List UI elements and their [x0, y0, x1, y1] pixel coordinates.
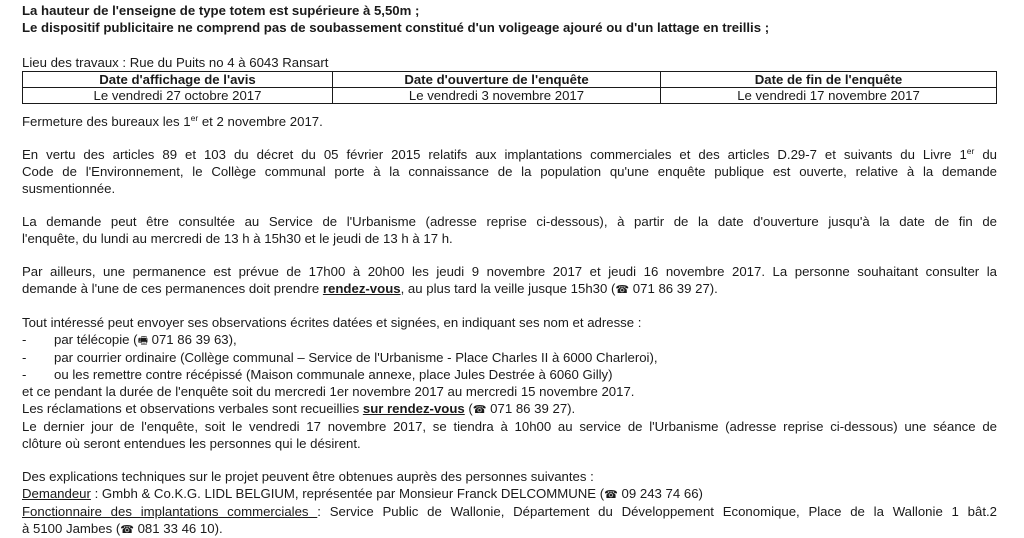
last-day-line-1: Le dernier jour de l'enquête, soit le vendredi 17 novembre 2017, se tiendra à 10h00 au service de l'Urbanisme (adresse reprise ci-dessous) une séance de — [22, 419, 997, 434]
observations-period: et ce pendant la durée de l'enquête soit du mercredi 1er novembre 2017 au mercredi 15 novembre 2017. — [22, 384, 635, 399]
consult-line-2: l'enquête, du lundi au mercredi de 13 h à 15h30 et le jeudi de 13 h à 17 h. — [22, 231, 453, 246]
last-day-line-2: clôture où seront entendues les personnes qui le désirent. — [22, 436, 361, 451]
fax-label: par télécopie ( — [54, 332, 138, 347]
official-text: : Service Public de Wallonie, Département du Développement Economique, Place de la Wallonie 1 bât.2 — [317, 504, 997, 519]
phone-icon: ☎ — [615, 283, 630, 296]
dates-table-value-row — [23, 88, 997, 104]
verbal-emphasis: sur rendez-vous — [362, 401, 465, 416]
dates-table — [22, 71, 997, 104]
header-end-date: Date de fin de l'enquête — [661, 72, 997, 88]
official-line-2 — [22, 520, 997, 538]
permanence-phone: 071 86 39 27). — [629, 281, 718, 296]
decree-text: En vertu des articles 89 et 103 du décret du 05 février 2015 relatifs aux implantations commerciales et des articles D.29-7 et suivants du Livre 1 — [22, 147, 967, 162]
permanence-text-2: , au plus tard la veille jusque 15h30 ( — [400, 281, 616, 296]
phone-icon: ☎ — [472, 403, 487, 416]
decree-line-3: susmentionnée. — [22, 181, 116, 196]
notice-page — [22, 2, 997, 538]
list-item — [22, 331, 997, 349]
header-line-1: La hauteur de l'enseigne de type totem est supérieure à 5,50m ; — [22, 3, 420, 18]
decree-text-end: du — [974, 147, 997, 162]
closure-text: Fermeture des bureaux les 1 — [22, 114, 191, 129]
list-item — [22, 349, 997, 366]
closure-notice — [22, 113, 997, 130]
decree-paragraph — [22, 146, 997, 197]
list-dash: - — [22, 350, 27, 365]
fax-icon: 🖷 — [137, 334, 148, 347]
closure-sup: er — [190, 113, 199, 123]
dates-table-header-row — [23, 72, 997, 88]
phone-icon: ☎ — [120, 523, 134, 536]
list-item-text — [54, 331, 237, 349]
header-posting-date: Date d'affichage de l'avis — [23, 72, 333, 88]
header-opening-date: Date d'ouverture de l'enquête — [333, 72, 661, 88]
permanence-text: demande à l'une de ces permanences doit prendre — [22, 281, 323, 296]
permanence-line-1: Par ailleurs, une permanence est prévue de 17h00 à 20h00 les jeudi 9 novembre 2017 et jeudi 16 novembre 2017. La personne souhaitant consulter la — [22, 264, 997, 279]
observations-section — [22, 314, 997, 452]
observations-intro: Tout intéressé peut envoyer ses observations écrites datées et signées, en indiquant ses nom et adresse : — [22, 315, 642, 330]
location-line: Lieu des travaux : Rue du Puits no 4 à 6043 Ransart — [22, 55, 329, 70]
applicant-phone: 09 243 74 66) — [617, 486, 703, 501]
explanations-intro: Des explications techniques sur le projet peuvent être obtenues auprès des personnes suivantes : — [22, 469, 594, 484]
verbal-phone: 071 86 39 27). — [486, 401, 576, 416]
applicant-text: : Gmbh & Co.K.G. LIDL BELGIUM, représentée par Monsieur Franck DELCOMMUNE ( — [90, 486, 605, 501]
consult-line-1: La demande peut être consultée au Service de l'Urbanisme (adresse reprise ci-dessous), à partir de la date d'ouverture jusqu'à la date de fin de — [22, 214, 997, 229]
verbal-paren: ( — [464, 401, 473, 416]
value-opening-date: Le vendredi 3 novembre 2017 — [333, 88, 661, 104]
fax-number: 071 86 39 63), — [147, 332, 237, 347]
official-label: Fonctionnaire des implantations commerciales — [22, 504, 318, 519]
verbal-observations — [22, 400, 997, 418]
value-posting-date: Le vendredi 27 octobre 2017 — [23, 88, 333, 104]
list-item — [22, 366, 997, 383]
consult-paragraph — [22, 213, 997, 247]
applicant-line — [22, 485, 997, 503]
permanence-line-2 — [22, 280, 997, 298]
header-line-2: Le dispositif publicitaire ne comprend pas de soubassement constitué d'un voligeage ajouré ou d'un lattage en treillis ; — [22, 20, 770, 35]
verbal-text: Les réclamations et observations verbales sont recueillies — [22, 401, 363, 416]
value-end-date: Le vendredi 17 novembre 2017 — [661, 88, 997, 104]
applicant-label: Demandeur — [22, 486, 91, 501]
official-line-1 — [22, 503, 997, 520]
list-dash: - — [22, 367, 27, 382]
official-phone: 081 33 46 10). — [133, 521, 223, 536]
phone-icon: ☎ — [604, 488, 618, 501]
decree-sup: er — [966, 146, 975, 156]
list-item-text: ou les remettre contre récépissé (Maison communale annexe, place Jules Destrée à 6060 Gilly) — [54, 367, 613, 382]
closure-text-end: et 2 novembre 2017. — [198, 114, 323, 129]
decree-line-1 — [22, 146, 997, 163]
appointment-emphasis: rendez-vous — [322, 281, 401, 296]
explanations-section — [22, 468, 997, 538]
list-dash: - — [22, 332, 27, 347]
permanence-paragraph — [22, 263, 997, 298]
decree-line-2: Code de l'Environnement, le Collège communal porte à la connaissance de la population qu'une enquête publique est ouverte, relative à la demande — [22, 164, 997, 179]
official-address: à 5100 Jambes ( — [22, 521, 121, 536]
list-item-text: par courrier ordinaire (Collège communal – Service de l'Urbanisme - Place Charles II à 6000 Charleroi), — [54, 350, 658, 365]
